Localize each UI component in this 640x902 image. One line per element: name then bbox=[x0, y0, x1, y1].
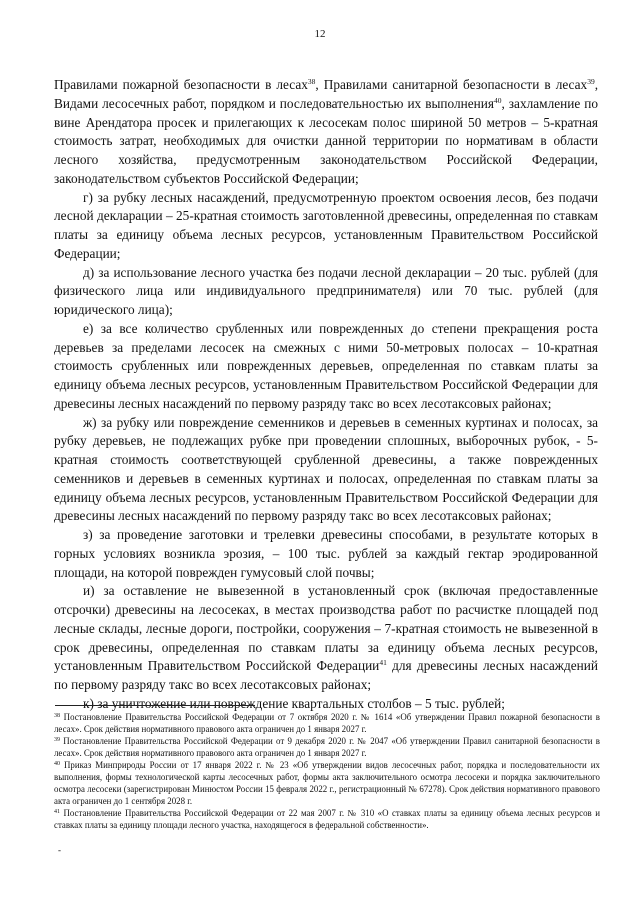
paragraph bbox=[54, 526, 598, 582]
footnote-text: Приказ Минприроды России от 17 января 2022 г. № 23 «Об утверждении видов лесосечных работ, порядка и последовательности их выполнения, формы технологической карты лесосечных работ, формы акта заключительного осмотра лесосеки и порядка заключительного осмотра лесосеки (зарегистрирован Минюстом России 15 февраля 2022 г., регистрационный № 67278). Срок действия нормативного правового акта ограничен до 1 сентября 2028 г. bbox=[54, 760, 600, 806]
paragraph bbox=[54, 414, 598, 527]
paragraph-text: г) за рубку лесных насаждений, предусмотренную проектом освоения лесов, без подачи лесной декларации – 25-кратная стоимость заготовленной древесины, определенная по ставкам платы за единицу объема лесных ресурсов, установленным Правительством Российской Федерации; bbox=[54, 189, 598, 261]
paragraph bbox=[54, 320, 598, 414]
footnote-text: Постановление Правительства Российской Федерации от 22 мая 2007 г. № 310 «О ставках платы за единицу объема лесных ресурсов и ставках платы за единицу площади лесного участка, находящегося в федеральной собственности». bbox=[54, 808, 600, 830]
footnote bbox=[54, 711, 600, 735]
footnote-text: Постановление Правительства Российской Федерации от 9 декабря 2020 г. № 2047 «Об утверждении Правил санитарной безопасности в лесах». Срок действия нормативного правового акта ограничен до 1 января 2027 г. bbox=[54, 736, 600, 758]
page-number: 12 bbox=[314, 28, 326, 40]
paragraph-text: к) за уничтожение или повреждение квартальных столбов – 5 тыс. рублей; bbox=[83, 695, 505, 711]
footnote-text: Постановление Правительства Российской Федерации от 7 октября 2020 г. № 1614 «Об утверждении Правил пожарной безопасности в лесах». Срок действия нормативного правового акта ограничен до 1 января 2027 г. bbox=[54, 712, 600, 734]
bottom-mark: - bbox=[58, 845, 61, 855]
paragraph-text: , захламление по вине Арендатора просек и прилегающих к лесосекам полос шириной 50 метров – 5-кратная стоимость затрат, необходимых для очистки данной территории по нормативам в области лесного хозяйства, предусмотренным законодательством Российской Федерации, законодательством субъектов Российской Федерации; bbox=[54, 95, 598, 186]
footnote-number: 41 bbox=[54, 809, 60, 815]
footnote bbox=[54, 735, 600, 759]
footnote-number: 38 bbox=[54, 713, 60, 719]
paragraph-text: ж) за рубку или повреждение семенников и деревьев в семенных куртинах и полосах, за рубку деревьев, не подлежащих рубке при проведении сплошных, выборочных рубок, - 5-кратная стоимость соответствующей срубленной древесины, а также поврежденных семенников и деревьев в семенных куртинах и полосах, определенная по ставкам платы за единицу объема лесных ресурсов, установленным Правительством Российской Федерации для древесины лесных насаждений по первому разряду такс во всех лесотаксовых районах; bbox=[54, 414, 598, 524]
footnote-reference: 40 bbox=[494, 95, 502, 105]
footnote-reference: 38 bbox=[307, 77, 316, 86]
document-body bbox=[54, 76, 598, 714]
footnote-reference: 39 bbox=[587, 77, 595, 86]
paragraph bbox=[54, 76, 598, 189]
paragraph bbox=[54, 189, 598, 264]
footnote-number: 40 bbox=[54, 761, 60, 767]
paragraph-text: д) за использование лесного участка без подачи лесной декларации – 20 тыс. рублей (для физического лица или индивидуального предпринимателя) или 70 тыс. рублей (для юридического лица); bbox=[54, 264, 598, 317]
paragraph bbox=[54, 264, 598, 320]
paragraph-text: з) за проведение заготовки и трелевки древесины способами, в результате которых в горных условиях возникла эрозия, – 100 тыс. рублей за каждый гектар эродированной площади, на которой поврежден гумусовый слой почвы; bbox=[54, 527, 598, 580]
footnote bbox=[54, 807, 600, 831]
paragraph-text: для древесины лесных насаждений по первому разряду такс во всех лесотаксовых районах; bbox=[54, 658, 598, 692]
footnote-number: 39 bbox=[54, 737, 60, 743]
paragraph bbox=[54, 582, 598, 695]
paragraph-text: и) за оставление не вывезенной в установленный срок (включая предоставленные отсрочки) древесины на лесосеках, в местах производства работ по расчистке площадей под лесные склады, лесные дороги, постройки, сооружения – 7-кратная стоимость не вывезенной в срок древесины, определенная по ставкам платы за единицу объема лесных ресурсов, установленным Правительством Российской Федерации bbox=[54, 583, 598, 674]
footnote bbox=[54, 759, 600, 807]
footnote-separator bbox=[55, 705, 255, 706]
paragraph-text: е) за все количество срубленных или поврежденных до степени прекращения роста деревьев за пределами лесосек на смежных с ними 50-метровых полосах – 10-кратная стоимость срубленных или поврежденных деревьев, определенная по ставкам платы за единицу объема лесных ресурсов, установленным Правительством Российской Федерации для древесины лесных насаждений по первому разряду такс во всех лесотаксовых районах; bbox=[54, 320, 598, 411]
footnotes bbox=[54, 711, 600, 831]
paragraph-text: , Правилами санитарной безопасности в лесах bbox=[315, 77, 588, 92]
paragraph-text: Правилами пожарной безопасности в лесах bbox=[54, 77, 308, 92]
footnote-reference: 41 bbox=[379, 658, 387, 668]
paragraph-text: , Видами лесосечных работ, порядком и последовательностью их выполнения bbox=[54, 77, 599, 111]
